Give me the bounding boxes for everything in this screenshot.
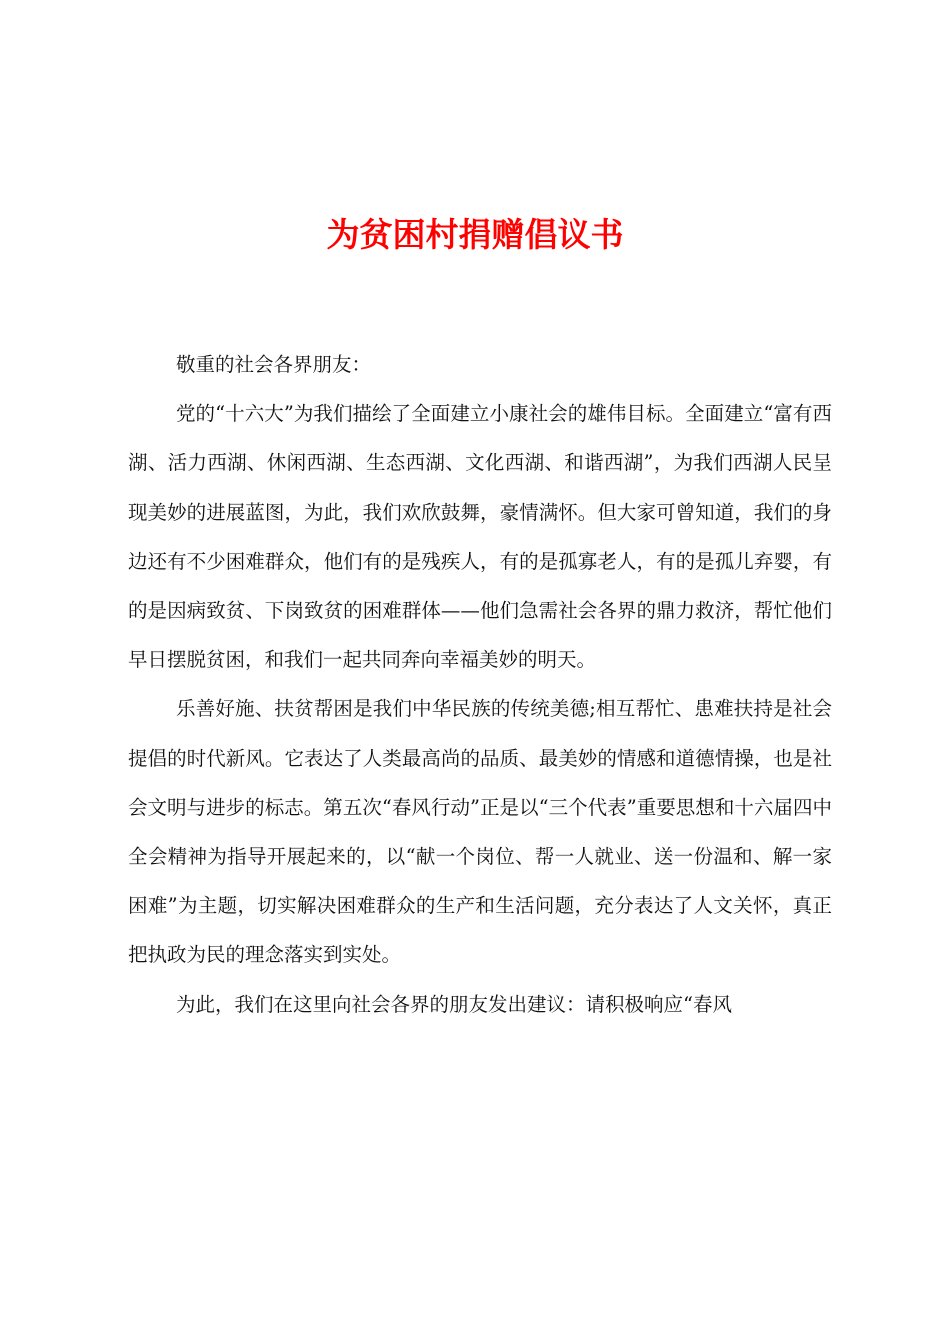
paragraph-1: 党的“十六大”为我们描绘了全面建立小康社会的雄伟目标。全面建立“富有西湖、活力西湖、休闲西湖、生态西湖、文化西湖、和谐西湖”，为我们西湖人民呈现美妙的进展蓝图，为此，我们欢欣鼓舞，豪情满怀。但大家可曾知道，我们的身边还有不少困难群众，他们有的是残疾人，有的是孤寡老人，有的是孤儿弃婴，有的是因病致贫、下岗致贫的困难群体——他们急需社会各界的鼎力救济，帮忙他们早日摆脱贫困，和我们一起共同奔向幸福美妙的明天。: [128, 402, 832, 672]
document-title: 为贫困村捐赠倡议书: [326, 215, 624, 254]
document-body: [128, 340, 832, 1029]
paragraph-3: 为此，我们在这里向社会各界的朋友发出建议：请积极响应“春风: [176, 992, 732, 1016]
paragraph-2: 乐善好施、扶贫帮困是我们中华民族的传统美德;相互帮忙、患难扶持是社会提倡的时代新风。它表达了人类最高尚的品质、最美妙的情感和道德情操，也是社会文明与进步的标志。第五次“春风行动”正是以“三个代表”重要思想和十六届四中全会精神为指导开展起来的，以“献一个岗位、帮一人就业、送一份温和、解一家困难”为主题，切实解决困难群众的生产和生活问题，充分表达了人文关怀，真正把执政为民的理念落实到实处。: [128, 697, 832, 967]
salutation: 敬重的社会各界朋友：: [176, 353, 372, 376]
